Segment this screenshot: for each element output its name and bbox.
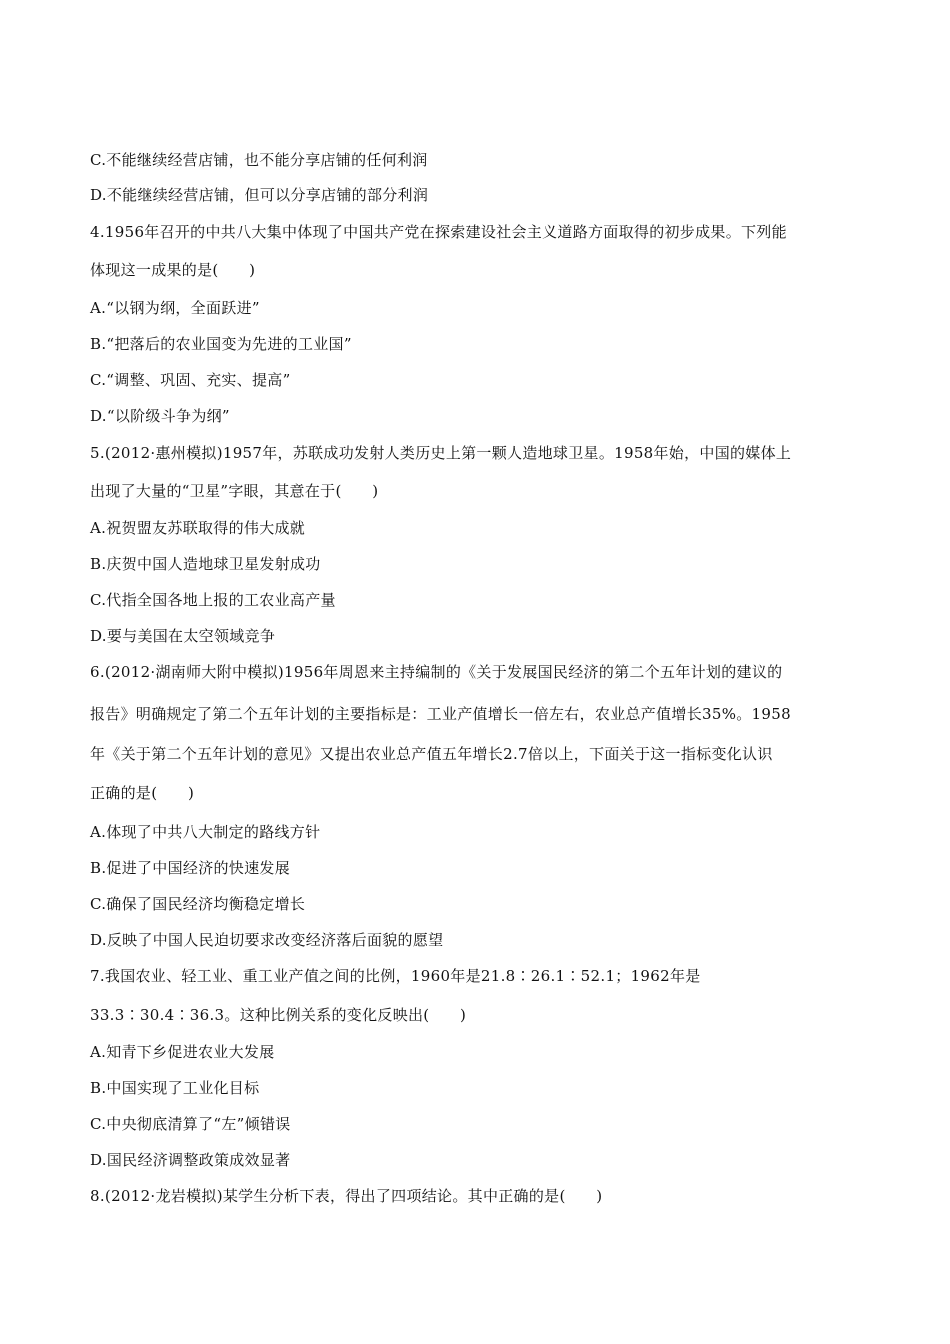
option-6c: C.确保了国民经济均衡稳定增长	[90, 895, 306, 913]
option-5c: C.代指全国各地上报的工农业高产量	[90, 591, 336, 609]
option-6a: A.体现了中共八大制定的路线方针	[90, 823, 321, 841]
option-4b: B.“把落后的农业国变为先进的工业国”	[90, 335, 352, 353]
option-7c: C.中央彻底清算了“左”倾错误	[90, 1115, 291, 1133]
option-4a: A.“以钢为纲，全面跃进”	[90, 299, 260, 317]
question-6-line-4: 正确的是( )	[90, 784, 195, 802]
option-4c: C.“调整、巩固、充实、提高”	[90, 371, 291, 389]
question-7-line-2: 33.3∶30.4∶36.3。这种比例关系的变化反映出( )	[90, 1006, 467, 1024]
question-4-line-2: 体现这一成果的是( )	[90, 261, 256, 279]
question-4-line-1: 4.1956年召开的中共八大集中体现了中国共产党在探索建设社会主义道路方面取得的初步成果。下列能	[90, 223, 787, 241]
question-5-line-2: 出现了大量的“卫星”字眼，其意在于( )	[90, 482, 379, 500]
question-6-line-1: 6.(2012·湖南师大附中模拟)1956年周恩来主持编制的《关于发展国民经济的第二个五年计划的建议的	[90, 663, 783, 681]
option-4d: D.“以阶级斗争为纲”	[90, 407, 230, 425]
option-3d: D.不能继续经营店铺，但可以分享店铺的部分利润	[90, 186, 429, 204]
option-3c: C.不能继续经营店铺，也不能分享店铺的任何利润	[90, 151, 428, 169]
option-7d: D.国民经济调整政策成效显著	[90, 1151, 291, 1169]
option-6b: B.促进了中国经济的快速发展	[90, 859, 290, 877]
question-7-line-1: 7.我国农业、轻工业、重工业产值之间的比例，1960年是21.8∶26.1∶52.1；1962年是	[90, 967, 701, 985]
option-7a: A.知青下乡促进农业大发展	[90, 1043, 275, 1061]
question-6-line-3: 年《关于第二个五年计划的意见》又提出农业总产值五年增长2.7倍以上，下面关于这一指标变化认识	[90, 745, 773, 763]
question-8-line-1: 8.(2012·龙岩模拟)某学生分析下表，得出了四项结论。其中正确的是( )	[90, 1187, 603, 1205]
question-5-line-1: 5.(2012·惠州模拟)1957年，苏联成功发射人类历史上第一颗人造地球卫星。1958年始，中国的媒体上	[90, 444, 792, 462]
option-7b: B.中国实现了工业化目标	[90, 1079, 260, 1097]
option-5b: B.庆贺中国人造地球卫星发射成功	[90, 555, 321, 573]
question-6-line-2: 报告》明确规定了第二个五年计划的主要指标是：工业产值增长一倍左右，农业总产值增长35%。1958	[90, 705, 791, 723]
option-5a: A.祝贺盟友苏联取得的伟大成就	[90, 519, 306, 537]
option-5d: D.要与美国在太空领域竞争	[90, 627, 276, 645]
option-6d: D.反映了中国人民迫切要求改变经济落后面貌的愿望	[90, 931, 444, 949]
